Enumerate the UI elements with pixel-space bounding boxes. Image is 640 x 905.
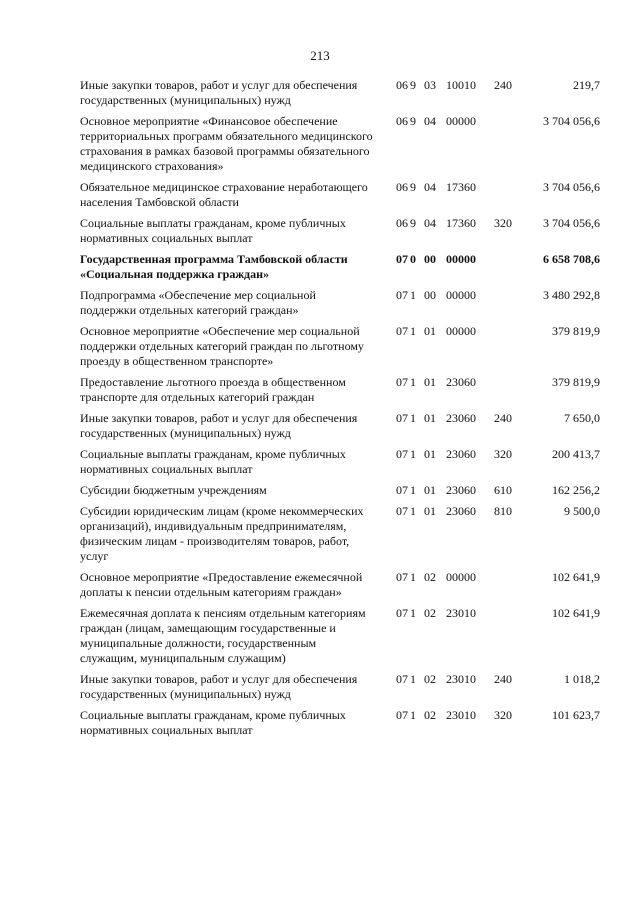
code-expense-type: 810 [494, 504, 512, 518]
table-row [80, 180, 600, 210]
code-event: 01 [424, 447, 436, 461]
code-expense-type: 240 [494, 78, 512, 92]
row-amount: 102 641,9 [552, 570, 600, 584]
code-event: 01 [424, 504, 436, 518]
code-program: 1 [410, 288, 416, 302]
code-section: 07 [396, 252, 408, 266]
row-amount: 379 819,9 [552, 375, 600, 389]
row-name: Ежемесячная доплата к пенсиям отдельным категориям граждан (лицам, замещающим государственные и муниципальные должности, государственным служащим, муниципальным служащим) [80, 606, 366, 665]
row-name: Субсидии бюджетным учреждениям [80, 483, 267, 497]
row-codes [380, 483, 600, 498]
code-event: 01 [424, 483, 436, 497]
code-section: 06 [396, 216, 408, 230]
row-amount: 3 480 292,8 [543, 288, 600, 302]
row-name: Основное мероприятие «Обеспечение мер социальной поддержки отдельных категорий граждан по льготному проезду в общественном транспорте» [80, 324, 364, 368]
row-name: Основное мероприятие «Предоставление ежемесячной доплаты к пенсии отдельным категориям граждан» [80, 570, 363, 599]
table-row [80, 411, 600, 441]
code-program: 1 [410, 504, 416, 518]
row-amount: 102 641,9 [552, 606, 600, 620]
row-codes [380, 324, 600, 339]
table-row [80, 447, 600, 477]
code-direction: 23060 [446, 447, 476, 461]
table-row [80, 570, 600, 600]
code-expense-type [494, 570, 528, 585]
code-section: 07 [396, 375, 408, 389]
code-program: 9 [410, 114, 416, 128]
budget-table [80, 78, 600, 744]
code-event: 01 [424, 324, 436, 338]
table-row [80, 375, 600, 405]
code-direction: 00000 [446, 288, 476, 302]
row-amount: 3 704 056,6 [543, 114, 600, 128]
row-amount: 3 704 056,6 [543, 180, 600, 194]
code-event: 00 [424, 252, 436, 266]
code-event: 04 [424, 114, 436, 128]
row-codes [380, 447, 600, 462]
page-number: 213 [310, 48, 330, 63]
row-codes [380, 114, 600, 129]
code-program: 1 [410, 324, 416, 338]
code-section: 07 [396, 483, 408, 497]
code-event: 02 [424, 570, 436, 584]
row-name: Государственная программа Тамбовской области «Социальная поддержка граждан» [80, 252, 348, 281]
row-amount: 162 256,2 [552, 483, 600, 497]
row-name: Субсидии юридическим лицам (кроме некоммерческих организаций), индивидуальным предпринимателям, физическим лицам - производителям товаров, работ, услуг [80, 504, 364, 563]
table-row [80, 114, 600, 174]
code-program: 9 [410, 180, 416, 194]
code-direction: 23060 [446, 483, 476, 497]
row-codes [380, 288, 600, 303]
code-expense-type: 320 [494, 447, 512, 461]
row-amount: 219,7 [573, 78, 600, 92]
code-section: 07 [396, 606, 408, 620]
code-expense-type: 610 [494, 483, 512, 497]
table-row [80, 288, 600, 318]
code-expense-type [494, 252, 528, 267]
table-row [80, 672, 600, 702]
code-event: 02 [424, 606, 436, 620]
code-expense-type: 240 [494, 672, 512, 686]
code-expense-type [494, 114, 528, 129]
code-section: 07 [396, 570, 408, 584]
code-event: 03 [424, 78, 436, 92]
code-direction: 00000 [446, 114, 476, 128]
code-event: 01 [424, 411, 436, 425]
code-program: 1 [410, 672, 416, 686]
row-amount: 9 500,0 [564, 504, 600, 518]
table-row [80, 606, 600, 666]
row-name: Социальные выплаты гражданам, кроме публичных нормативных социальных выплат [80, 447, 346, 476]
code-event: 02 [424, 672, 436, 686]
code-section: 07 [396, 324, 408, 338]
code-expense-type [494, 180, 528, 195]
code-program: 1 [410, 375, 416, 389]
table-row [80, 78, 600, 108]
code-program: 1 [410, 411, 416, 425]
code-expense-type [494, 606, 528, 621]
row-codes [380, 570, 600, 585]
code-program: 9 [410, 78, 416, 92]
row-amount: 379 819,9 [552, 324, 600, 338]
row-codes [380, 216, 600, 231]
code-direction: 00000 [446, 324, 476, 338]
code-section: 06 [396, 78, 408, 92]
row-amount: 6 658 708,6 [543, 252, 600, 266]
row-name: Иные закупки товаров, работ и услуг для обеспечения государственных (муниципальных) нужд [80, 411, 358, 440]
code-direction: 23010 [446, 708, 476, 722]
row-name: Основное мероприятие «Финансовое обеспечение территориальных программ обязательного медицинского страхования в рамках базовой программы обязательного медицинского страхования» [80, 114, 373, 173]
table-row [80, 504, 600, 564]
row-amount: 3 704 056,6 [543, 216, 600, 230]
table-row [80, 483, 600, 498]
row-codes [380, 708, 600, 723]
code-direction: 23060 [446, 504, 476, 518]
code-program: 1 [410, 447, 416, 461]
code-direction: 23060 [446, 375, 476, 389]
row-amount: 1 018,2 [564, 672, 600, 686]
row-codes [380, 180, 600, 195]
code-expense-type [494, 375, 528, 390]
code-section: 07 [396, 288, 408, 302]
row-amount: 7 650,0 [564, 411, 600, 425]
code-section: 07 [396, 672, 408, 686]
code-section: 07 [396, 447, 408, 461]
code-section: 07 [396, 708, 408, 722]
code-direction: 23010 [446, 606, 476, 620]
row-name: Подпрограмма «Обеспечение мер социальной поддержки отдельных категорий граждан» [80, 288, 316, 317]
code-event: 01 [424, 375, 436, 389]
code-event: 04 [424, 216, 436, 230]
code-section: 06 [396, 114, 408, 128]
row-amount: 101 623,7 [552, 708, 600, 722]
row-codes [380, 606, 600, 621]
code-program: 1 [410, 606, 416, 620]
row-codes [380, 672, 600, 687]
code-direction: 10010 [446, 78, 476, 92]
code-direction: 17360 [446, 216, 476, 230]
code-program: 1 [410, 483, 416, 497]
table-row [80, 708, 600, 738]
code-expense-type [494, 324, 528, 339]
row-name: Предоставление льготного проезда в общественном транспорте для отдельных категорий граждан [80, 375, 346, 404]
table-row [80, 216, 600, 246]
row-codes [380, 375, 600, 390]
code-expense-type: 240 [494, 411, 512, 425]
code-expense-type: 320 [494, 708, 512, 722]
row-codes [380, 252, 600, 267]
row-codes [380, 411, 600, 426]
code-direction: 00000 [446, 570, 476, 584]
row-name: Иные закупки товаров, работ и услуг для обеспечения государственных (муниципальных) нужд [80, 78, 358, 107]
row-name: Иные закупки товаров, работ и услуг для обеспечения государственных (муниципальных) нужд [80, 672, 358, 701]
row-name: Социальные выплаты гражданам, кроме публичных нормативных социальных выплат [80, 708, 346, 737]
code-expense-type [494, 288, 528, 303]
row-amount: 200 413,7 [552, 447, 600, 461]
code-program: 1 [410, 708, 416, 722]
code-event: 00 [424, 288, 436, 302]
code-section: 07 [396, 504, 408, 518]
code-direction: 23060 [446, 411, 476, 425]
row-name: Социальные выплаты гражданам, кроме публичных нормативных социальных выплат [80, 216, 346, 245]
code-program: 0 [410, 252, 416, 266]
code-event: 02 [424, 708, 436, 722]
row-codes [380, 78, 600, 93]
code-section: 07 [396, 411, 408, 425]
table-row [80, 252, 600, 282]
code-program: 9 [410, 216, 416, 230]
row-name: Обязательное медицинское страхование неработающего населения Тамбовской области [80, 180, 368, 209]
code-expense-type: 320 [494, 216, 512, 230]
code-program: 1 [410, 570, 416, 584]
code-event: 04 [424, 180, 436, 194]
code-direction: 00000 [446, 252, 476, 266]
table-row [80, 324, 600, 369]
code-section: 06 [396, 180, 408, 194]
code-direction: 23010 [446, 672, 476, 686]
code-direction: 17360 [446, 180, 476, 194]
row-codes [380, 504, 600, 519]
